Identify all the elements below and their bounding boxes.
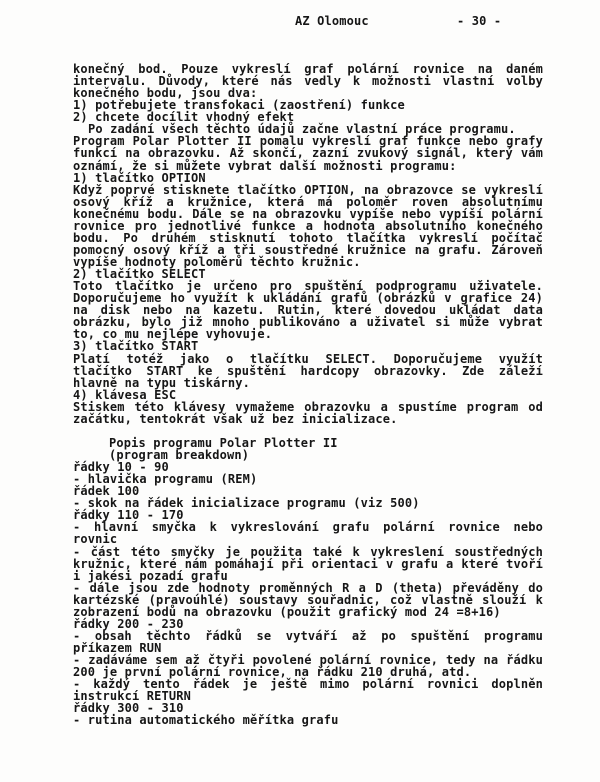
text-line: řádky 10 - 90 [73, 460, 169, 475]
text-line: oznámí, že si můžete vybrat další možnosti programu: [73, 158, 457, 173]
text-line: - hlavní smyčka k vykreslování grafu polární rovnice nebo [73, 520, 543, 535]
text-line: tlačítko START ke spuštění hardcopy obrazovky. Zde záleží [73, 363, 543, 378]
text-line: Popis programu Polar Plotter II [109, 435, 338, 450]
text-line: 1) tlačítko OPTION [73, 170, 206, 185]
text-line: Po zadání všech těchto údajů začne vlastní práce programu. [88, 122, 516, 137]
text-line: kružnic, které nám pomáhají při orientaci v grafu a které tvoří [73, 556, 543, 571]
text-line: intervalu. Důvody, které nás vedly k možnosti vlastní volby [73, 74, 543, 89]
text-line: - rutina automatického měřítka grafu [73, 713, 339, 728]
text-line: vypíše hodnoty poloměrů těchto kružnic. [73, 255, 361, 269]
text-line: i jakési pozadí grafu [73, 568, 228, 583]
text-line: - každý tento řádek je ještě mimo polární rovnici doplněn [73, 677, 543, 692]
text-line: řádky 200 - 230 [73, 616, 184, 631]
text-line: řádky 300 - 310 [73, 701, 184, 716]
text-line: bodu. Po druhém stisknutí tohoto tlačítka vykreslí počítač [73, 230, 543, 245]
text-line: - zadáváme sem až čtyři povolené polární rovnice, tedy na řádku [73, 653, 543, 668]
text-line: - část této smyčky je použita také k vykreslení soustředných [73, 544, 543, 559]
text-line: (program breakdown) [109, 448, 250, 462]
text-line: to, co mu nejlépe vyhovuje. [73, 327, 273, 342]
document-text-block [73, 63, 543, 726]
header-page-number: - 30 - [457, 14, 502, 28]
text-line: pomocný osový kříž a tři soustředné kružnice na grafu. Zároveň [73, 242, 543, 257]
text-line: Platí totéž jako o tlačítku SELECT. Doporučujeme využít [73, 351, 543, 366]
text-line: instrukcí RETURN [73, 689, 191, 704]
text-line: konečnému bodu. Dále se na obrazovku vypíše nebo vypíší polární [73, 206, 543, 221]
text-line: příkazem RUN [73, 641, 162, 655]
text-line: 3) tlačítko START [73, 339, 199, 354]
text-line: Doporučujeme ho využít k ukládání grafů (obrázků v grafice 24) [73, 291, 543, 306]
text-line: - obsah těchto řádků se vytváří až po spuštění programu [73, 628, 543, 643]
text-line: funkcí na obrazovku. Až skončí, zazní zvukový signál, který vám [73, 146, 543, 161]
text-line: 2) tlačítko SELECT [73, 267, 206, 282]
text-line: - skok na řádek inicializace programu (viz 500) [73, 496, 420, 511]
text-line: 2) chcete docílit vhodný efekt [73, 110, 295, 125]
text-line: konečného bodu, jsou dva: [73, 86, 258, 101]
text-line: Program Polar Plotter II pomalu vykreslí graf funkce nebo grafy [73, 134, 543, 149]
text-line: Stiskem této klávesy vymažeme obrazovku a spustíme program od [73, 399, 543, 414]
text-line: na disk nebo na kazetu. Rutin, které dovedou ukládat data [73, 303, 543, 318]
text-line: Toto tlačítko je určeno pro spuštění podprogramu uživatele. [73, 279, 543, 294]
text-line: Když poprvé stisknete tlačítko OPTION, na obrazovce se vykreslí [73, 182, 543, 197]
text-line: konečný bod. Pouze vykreslí graf polární rovnice na daném [73, 62, 543, 76]
text-line: - dále jsou zde hodnoty proměnných R a D (theta) převáděny do [73, 580, 543, 595]
text-line: 200 je první polární rovnice, na řádku 210 druhá, atd. [73, 665, 472, 680]
text-line: 4) klávesa ESC [73, 387, 177, 402]
text-line: osový kříž a kružnice, která má poloměr roven absolutnímu [73, 194, 543, 209]
text-line: zobrazení bodů na obrazovku (použit grafický mod 24 =8+16) [73, 604, 501, 619]
text-line: obrázku, bylo již mnoho publikováno a uživatel si může vybrat [73, 315, 543, 330]
text-line: řádek 100 [73, 484, 140, 499]
text-line: 1) potřebujete transfokaci (zaostření) funkce [73, 98, 405, 113]
text-line: řádky 110 - 170 [73, 508, 184, 523]
text-line: - hlavička programu (REM) [73, 472, 258, 487]
header-doc-title: AZ Olomouc [295, 14, 369, 28]
text-line: rovnic [73, 532, 118, 547]
text-line: hlavně na typu tiskárny. [73, 375, 250, 390]
text-line: rovnice pro jednotlivé funkce a hodnota absolutního konečného [73, 218, 543, 233]
text-line: začátku, tentokrát však už bez inicializace. [73, 411, 398, 426]
text-line: kartézské (pravoúhlé) soustavy souřadnic, což vlastně slouží k [73, 592, 543, 607]
